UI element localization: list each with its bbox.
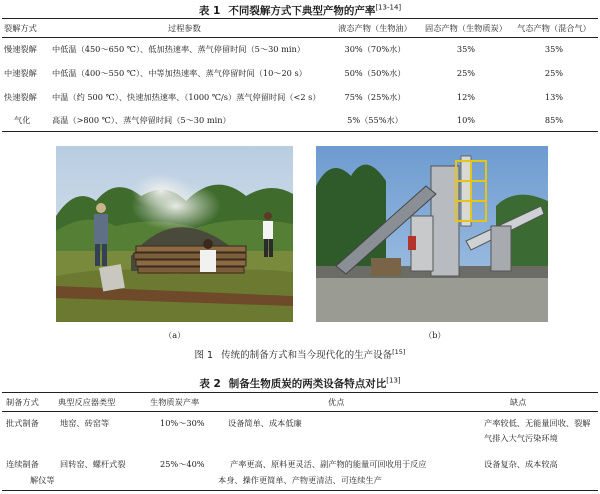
table2-row1-cons-line2: 气排入大气污染环境 xyxy=(484,433,558,443)
table1-header-params: 过程参数 xyxy=(168,23,201,33)
table1-header-solid: 固态产物（生物质炭） xyxy=(425,23,507,33)
table1-row2-gas: 25% xyxy=(544,68,564,78)
photo-modern-equipment xyxy=(316,146,548,322)
table1-row3-solid: 12% xyxy=(456,92,476,102)
table1-row2-liquid: 50%（50%水） xyxy=(344,68,406,78)
table2-row2-cons: 设备复杂、成本较高 xyxy=(484,459,558,469)
table1-row2-solid: 25% xyxy=(456,68,476,78)
table1-header-rule xyxy=(2,37,598,38)
table1-row4-solid: 10% xyxy=(456,115,476,125)
table2-top-rule xyxy=(2,392,598,393)
table1-ref: [13-14] xyxy=(375,3,402,12)
table1-caption xyxy=(0,3,600,18)
table1-row3-params: 中温（约 500 ℃）、快速加热速率、（1000 ℃/s）蒸气停留时间（<2 s） xyxy=(52,92,321,102)
table2-row2-method-line1: 连续制备 xyxy=(6,459,39,469)
table2-bottom-rule xyxy=(2,490,598,491)
table2-caption xyxy=(0,376,600,391)
table2-row1-cons-line1: 产率较低、无能量回收、裂解 xyxy=(484,418,591,428)
table1-row4-method: 气化 xyxy=(14,115,31,125)
table1-row1-liquid: 30%（70%水） xyxy=(344,44,406,54)
table2-row2-yield: 25%～40% xyxy=(160,459,205,469)
figure1-ref: [15] xyxy=(392,347,406,356)
table2-header-cons: 缺点 xyxy=(510,397,527,407)
table1-header-liquid: 液态产物（生物油） xyxy=(338,23,412,33)
table2-row2-pros-line2: 本身、操作更简单、产物更清洁、可连续生产 xyxy=(218,475,382,485)
figure1-panel-b-label: （b） xyxy=(424,330,446,340)
table2-header-rule xyxy=(2,411,598,412)
table1-row1-solid: 35% xyxy=(456,44,476,54)
table2-row1-yield: 10%～30% xyxy=(160,418,205,428)
table1-row1-params: 中低温（450～650 ℃）、低加热速率、蒸气停留时间（5～30 min） xyxy=(52,44,305,54)
table1-top-rule xyxy=(2,18,598,19)
figure1-caption xyxy=(0,347,600,361)
table1-row4-liquid: 5%（55%水） xyxy=(347,115,403,125)
table1-bottom-rule xyxy=(2,131,598,132)
table1-title: 不同裂解方式下典型产物的产率 xyxy=(228,5,376,17)
figure1-panel-a-label: （a） xyxy=(164,330,186,340)
table1-row1-gas: 35% xyxy=(544,44,564,54)
table1-row4-params: 高温（>800 ℃）、蒸气停留时间（5～30 min） xyxy=(52,115,231,125)
table1-row2-method: 中速裂解 xyxy=(4,68,37,78)
table2-header-yield: 生物质炭产率 xyxy=(150,397,200,407)
table2-row1-pros: 设备简单、成本低廉 xyxy=(228,418,302,428)
table2-header-pros: 优点 xyxy=(328,397,345,407)
table1-row3-method: 快速裂解 xyxy=(4,92,37,102)
table2-number: 表 2 xyxy=(199,378,221,390)
table1-row1-method: 慢速裂解 xyxy=(4,44,37,54)
table2-row2-pros-line1: 产率更高、原料更灵活、副产物的能量可回收用于反应 xyxy=(230,459,427,469)
table1-row3-gas: 13% xyxy=(544,92,564,102)
figure1-title: 传统的制备方式和当今现代化的生产设备 xyxy=(221,350,393,361)
table2-row2-reactor: 回转窑、螺杆式裂 xyxy=(60,459,126,469)
table2-row1-method: 批式制备 xyxy=(6,418,39,428)
table2-header-reactor: 典型反应器类型 xyxy=(58,397,116,407)
table1-row4-gas: 85% xyxy=(544,115,564,125)
table2-ref: [13] xyxy=(386,376,401,385)
table2-title: 制备生物质炭的两类设备特点对比 xyxy=(228,378,387,390)
photo-traditional-kiln xyxy=(56,146,293,322)
table1-number: 表 1 xyxy=(198,5,221,17)
table1-header-gas: 气态产物（混合气） xyxy=(517,23,591,33)
table2-row2-method-line2: 解仪等 xyxy=(30,475,55,485)
table1-row2-params: 中低温（400～550 ℃）、中等加热速率、蒸气停留时间（10～20 s） xyxy=(52,68,307,78)
table2-row1-reactor: 地窑、砖窑等 xyxy=(60,418,110,428)
table1-header-method: 裂解方式 xyxy=(4,23,37,33)
table1-row3-liquid: 75%（25%水） xyxy=(344,92,406,102)
table2-header-method: 制备方式 xyxy=(6,397,39,407)
figure1-number: 图 1 xyxy=(194,350,214,361)
